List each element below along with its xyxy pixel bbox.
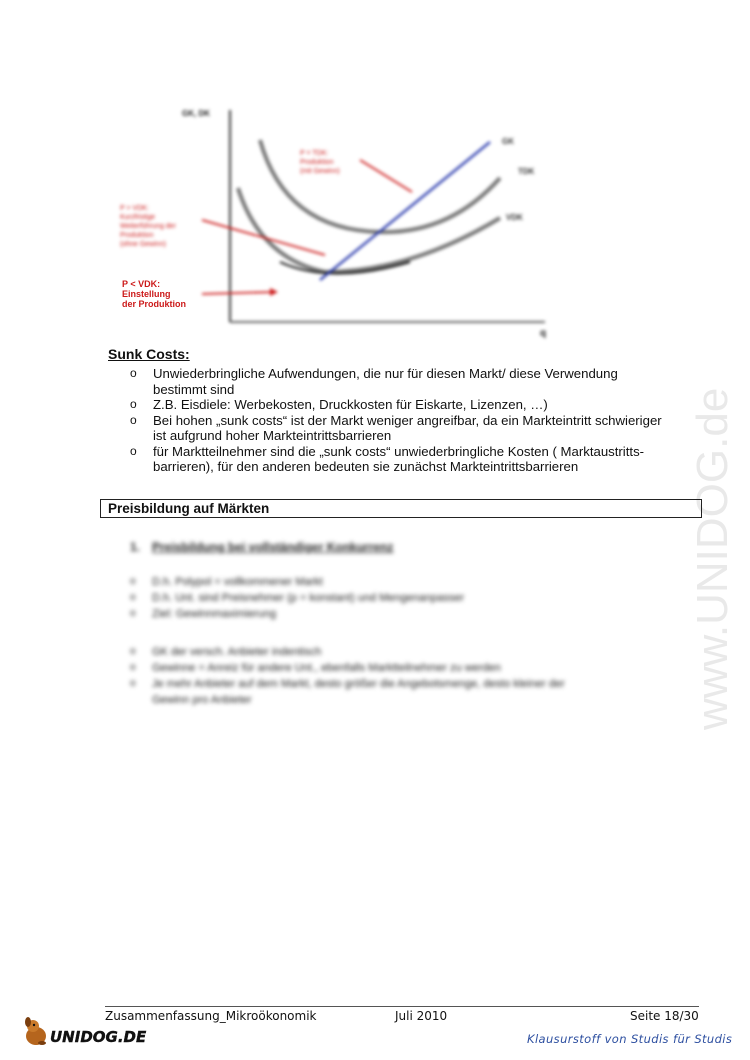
dog-icon xyxy=(25,1017,46,1045)
list-item xyxy=(130,692,690,708)
bullet-icon: o xyxy=(130,678,136,689)
bullet-icon: o xyxy=(130,366,137,380)
list-item-text: GK der versch. Anbieter indentisch xyxy=(152,646,322,658)
footer-tagline: Klausurstoff von Studis für Studis xyxy=(527,1032,733,1046)
list-item xyxy=(130,413,690,444)
list-item xyxy=(130,444,690,475)
logo-text: UNIDOG.DE xyxy=(50,1028,147,1046)
bullet-icon: o xyxy=(130,608,136,619)
annotation-mid-line-3: Weiterführung der xyxy=(120,223,176,230)
bullet-icon: o xyxy=(130,412,137,427)
annotation-top-line-3: (mit Gewinn) xyxy=(300,168,340,175)
annotation-mid-line-2: Kurzfristige xyxy=(120,214,156,221)
y-axis-label: GK, DK xyxy=(182,109,210,118)
unidog-logo xyxy=(20,1012,150,1052)
footer-document-name: Zusammenfassung_Mikroökonomik xyxy=(105,1009,317,1023)
bullet-icon: o xyxy=(130,397,137,411)
annotation-low-line-2: Einstellung xyxy=(122,289,171,299)
footer-page-number: Seite 18/30 xyxy=(630,1009,699,1023)
blurred-list-2 xyxy=(130,644,690,708)
list-item-text: Gewinne = Anreiz für andere Unt., ebenfalls Marktteilnehmer zu werden xyxy=(152,662,501,674)
gk-label: GK xyxy=(502,137,514,146)
bullet-icon: o xyxy=(130,443,137,458)
annotation-mid-line-5: (ohne Gewinn) xyxy=(120,241,166,248)
blurred-content xyxy=(130,540,690,708)
bullet-icon: o xyxy=(130,646,136,657)
section-heading-box: Preisbildung auf Märkten xyxy=(100,499,702,518)
list-item xyxy=(130,397,690,413)
annotation-top-line-2: Produktion xyxy=(300,159,334,166)
blurred-title-number: 1. xyxy=(130,540,141,554)
list-item-line: Bei hohen „sunk costs“ ist der Markt weniger angreifbar, da ein Markteintritt schwieriger xyxy=(153,412,662,428)
list-item-text: D.h. Polypol = vollkommener Markt xyxy=(152,576,323,588)
list-item-line: barrieren), für den anderen bedeuten sie zunächst Markteintrittsbarrieren xyxy=(153,459,579,474)
annotation-mid-line-1: P > VDK: xyxy=(120,205,149,212)
x-axis-label: q xyxy=(540,328,547,339)
blurred-title-text: Preisbildung bei vollständiger Konkurrenz xyxy=(152,540,394,554)
list-item xyxy=(130,606,690,622)
annotation-low-overlay xyxy=(110,100,560,345)
list-item-text: Ziel: Gewinnmaximierung xyxy=(152,608,277,620)
list-item-line: bestimmt sind xyxy=(153,381,235,397)
list-item-text: Gewinn pro Anbieter xyxy=(152,694,252,706)
sunk-costs-heading: Sunk Costs: xyxy=(108,346,190,362)
vdk-label: VDK xyxy=(506,213,523,222)
list-item xyxy=(130,660,690,676)
list-item xyxy=(130,366,690,397)
list-item-line: Z.B. Eisdiele: Werbekosten, Druckkosten für Eiskarte, Lizenzen, …) xyxy=(153,397,548,412)
blurred-title xyxy=(130,540,690,554)
footer-divider xyxy=(105,1006,699,1007)
list-item xyxy=(130,644,690,660)
list-item xyxy=(130,574,690,590)
annotation-low-line-1: P < VDK: xyxy=(122,279,161,289)
list-item-line: Unwiederbringliche Aufwendungen, die nur für diesen Markt/ diese Verwendung xyxy=(153,366,618,381)
watermark-text: www.UNIDOG.de xyxy=(688,387,737,730)
annotation-mid-line-4: Produktion xyxy=(120,232,154,239)
bullet-icon: o xyxy=(130,592,136,603)
annotation-low-line-3: der Produktion xyxy=(122,299,187,309)
footer-date: Juli 2010 xyxy=(395,1009,448,1023)
tdk-label: TDK xyxy=(518,167,535,176)
bullet-icon: o xyxy=(130,576,136,587)
bullet-icon: o xyxy=(130,662,136,673)
list-item-line: ist aufgrund hoher Markteintrittsbarrieren xyxy=(153,428,392,443)
sunk-costs-list xyxy=(130,366,690,475)
blurred-list-1 xyxy=(130,574,690,622)
list-item-text: D.h. Unt. sind Preisnehmer (p = konstant) und Mengenanpasser xyxy=(152,592,465,604)
list-item-line: für Marktteilnehmer sind die „sunk costs“ unwiederbringliche Kosten ( Marktaustritts- xyxy=(153,443,645,459)
list-item xyxy=(130,590,690,606)
annotation-top-line-1: P = TDK: xyxy=(300,150,329,157)
list-item-text: Je mehr Anbieter auf dem Markt, desto größer die Angebotsmenge, desto kleiner der xyxy=(152,678,565,690)
list-item xyxy=(130,676,690,692)
